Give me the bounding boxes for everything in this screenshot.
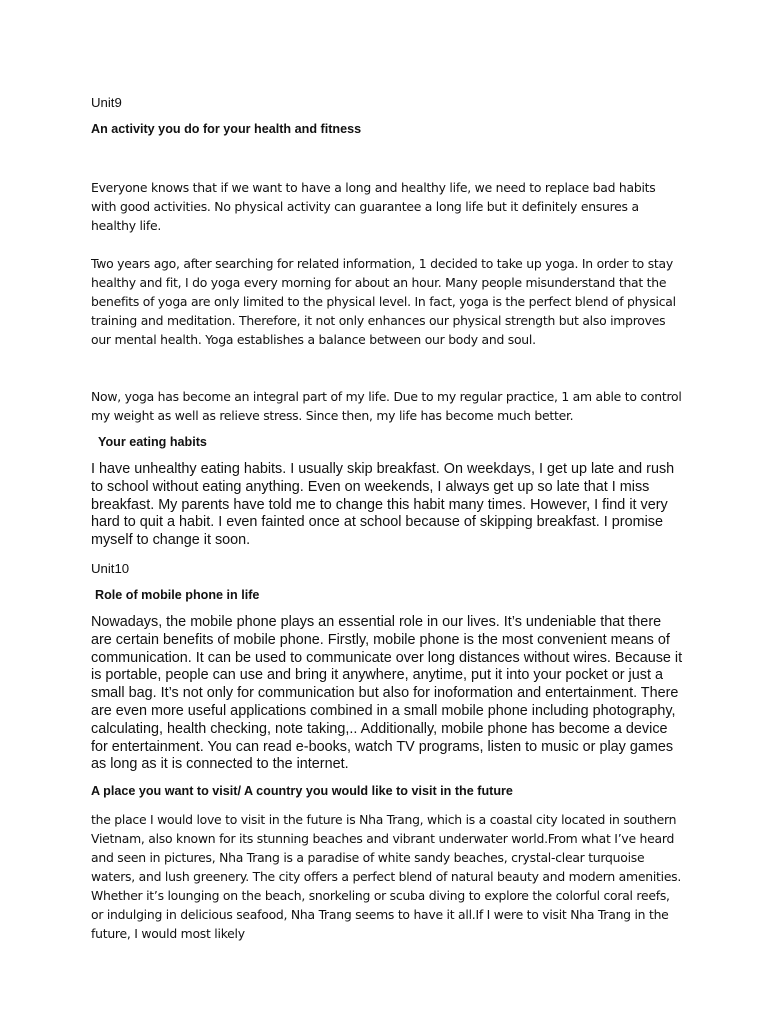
paragraph-mobile-phone: Nowadays, the mobile phone plays an essential role in our lives. It’s undeniable that there are certain benefits of mobile phone. Firstly, mobile phone is the most convenient means of communication. It can be used to communicate over long distances without wires. Because it is portable, people can use and bring it anywhere, anytime, put it into your pocket or just a small bag. It’s not only for communication but also for inoformation and entertainment. There are even more useful applications combined in a small mobile phone including photography, calculating, health checking, note taking,.. Additionally, mobile phone has become a device for entertainment. You can read e-books, watch TV programs, listen to music or play games as long as it is connected to the internet. [91,614,683,773]
unit9-label: Unit9 [91,95,122,110]
heading-eating-habits: Your eating habits [98,435,207,449]
paragraph-nha-trang: the place I would love to visit in the future is Nha Trang, which is a coastal city located in southern Vietnam, also known for its stunning beaches and vibrant underwater world.From what I’ve heard and seen in pictures, Nha Trang is a paradise of white sandy beaches, crystal-clear turquoise waters, and lush greenery. The city offers a perfect blend of natural beauty and modern amenities. Whether it’s lounging on the beach, snorkeling or scuba diving to explore the colorful coral reefs, or indulging in delicious seafood, Nha Trang seems to have it all.If I were to visit Nha Trang in the future, I would most likely [91,812,682,941]
heading-place-to-visit: A place you want to visit/ A country you would like to visit in the future [91,784,513,798]
heading-mobile-phone: Role of mobile phone in life [95,588,260,602]
paragraph-yoga-benefits: Now, yoga has become an integral part of my life. Due to my regular practice, 1 am able to control my weight as well as relieve stress. Since then, my life has become much better. [91,389,682,423]
paragraph-yoga: Two years ago, after searching for related information, 1 decided to take up yoga. In order to stay healthy and fit, I do yoga every morning for about an hour. Many people misunderstand that the benefits of yoga are only limited to the physical level. In fact, yoga is the perfect blend of physical training and meditation. Therefore, it not only enhances our physical strength but also improves our mental health. Yoga establishes a balance between our body and soul. [91,256,676,347]
heading-health-activity: An activity you do for your health and fitness [91,122,362,136]
paragraph-intro: Everyone knows that if we want to have a long and healthy life, we need to replace bad habits with good activities. No physical activity can guarantee a long life but it definitely ensures a healthy life. [91,180,656,233]
unit10-label: Unit10 [91,561,130,576]
paragraph-eating-habits: I have unhealthy eating habits. I usually skip breakfast. On weekdays, I get up late and rush to school without eating anything. Even on weekends, I always get up so late that I miss breakfast. My parents have told me to change this habit many times. However, I find it very hard to quit a habit. I even fainted once at school because of skipping breakfast. I promise myself to change it soon. [91,461,675,549]
